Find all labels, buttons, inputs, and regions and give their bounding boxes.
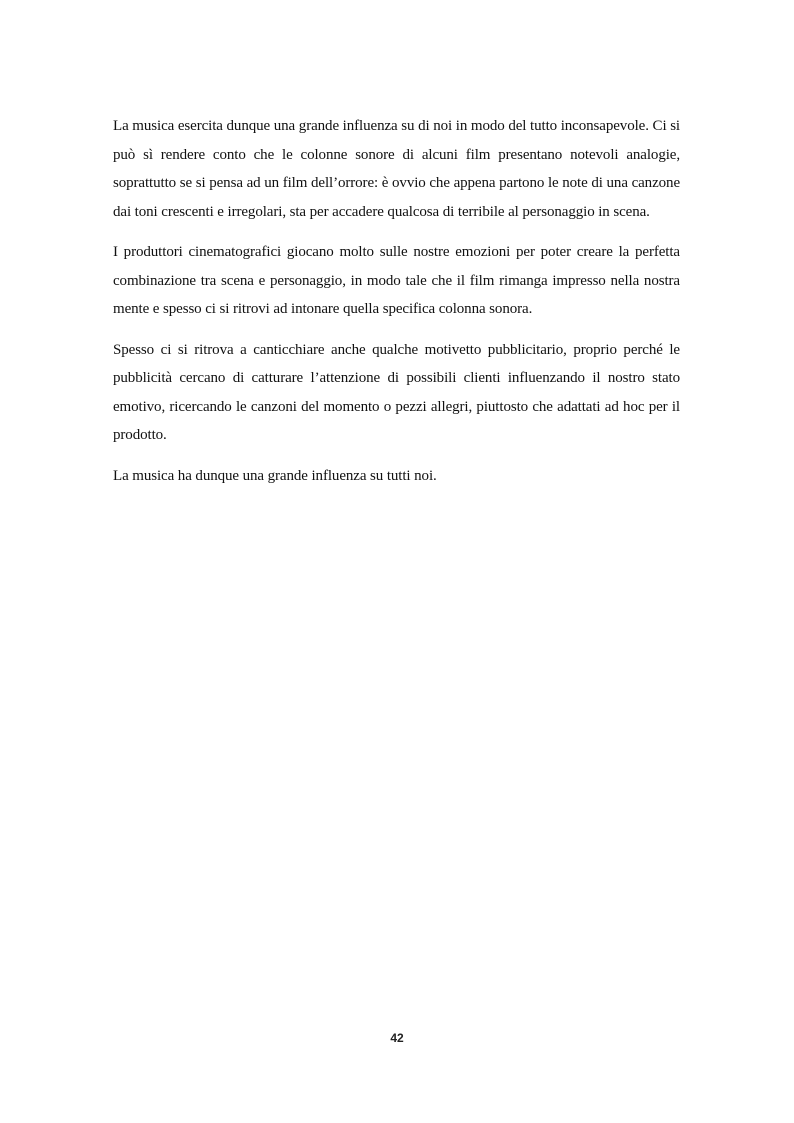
body-text [113,112,680,502]
paragraph-2: I produttori cinematografici giocano molto sulle nostre emozioni per poter creare la perfetta combinazione tra scena e personaggio, in modo tale che il film rimanga impresso nella nostra mente e spesso ci si ritrovi ad intonare quella specifica colonna sonora. [113,244,680,317]
paragraph-3: Spesso ci si ritrova a canticchiare anche qualche motivetto pubblicitario, proprio perché le pubblicità cercano di catturare l’attenzione di possibili clienti influenzando il nostro stato emotivo, ricercando le canzoni del momento o pezzi allegri, piuttosto che adattati ad hoc per il prodotto. [113,341,680,443]
paragraph-4: La musica ha dunque una grande influenza su tutti noi. [113,467,437,484]
paragraph-1: La musica esercita dunque una grande influenza su di noi in modo del tutto inconsapevole. Ci si può sì rendere conto che le colonne sonore di alcuni film presentano notevoli analogie, soprattutto se si pensa ad un film dell’orrore: è ovvio che appena partono le note di una canzone dai toni crescenti e irregolari, sta per accadere qualcosa di terribile al personaggio in scena. [113,118,680,220]
page-number: 42 [390,1031,404,1045]
